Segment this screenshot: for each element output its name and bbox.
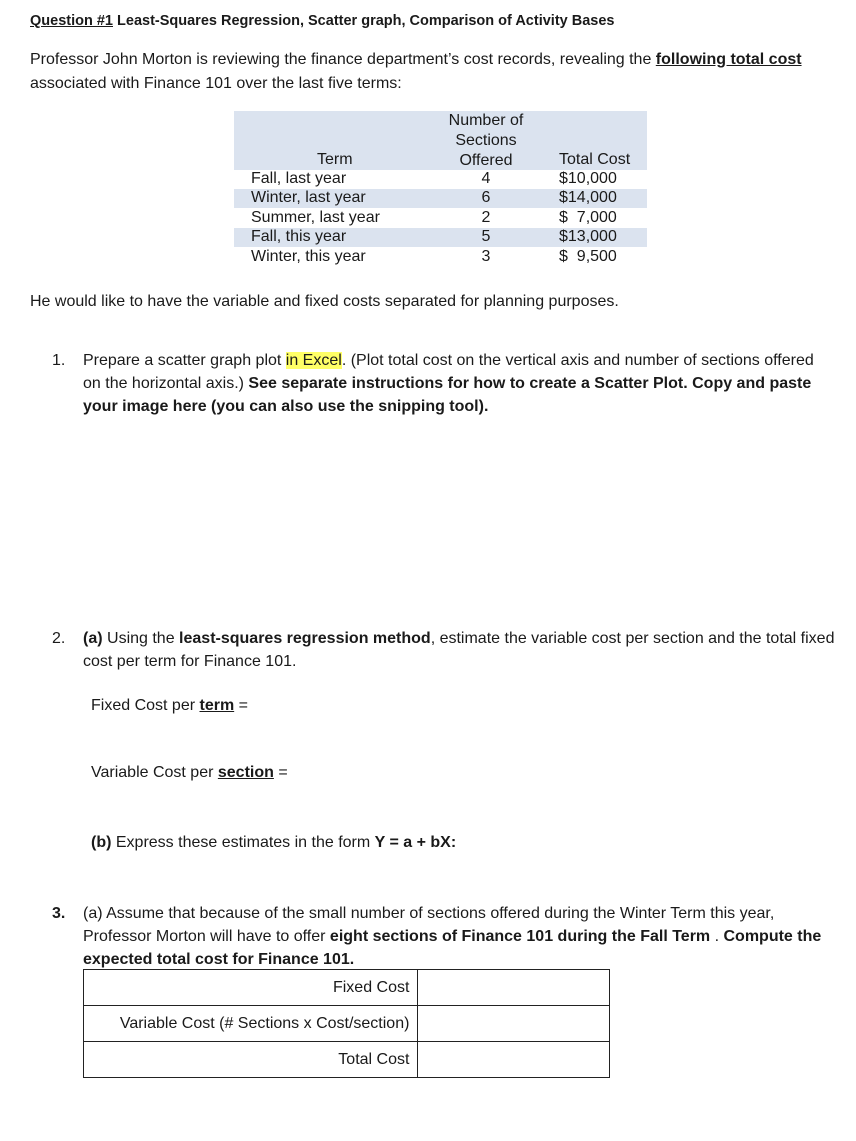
intro-emphasis: following total cost bbox=[655, 51, 802, 68]
page-title bbox=[30, 13, 614, 29]
question-title: Least-Squares Regression, Scatter graph, Comparison of Activity Bases bbox=[113, 13, 615, 29]
q2-part-b bbox=[91, 834, 456, 852]
q1-highlight: in Excel bbox=[285, 352, 342, 369]
table-row bbox=[84, 1006, 610, 1042]
q1-instructions: See separate instructions for how to create a Scatter Plot. Copy and paste your image here (you can also use the snipping tool). bbox=[83, 375, 812, 415]
table-cell-sections: 2 bbox=[481, 209, 491, 226]
table-row bbox=[84, 1042, 610, 1078]
q2-part-a-label: (a) bbox=[83, 630, 103, 647]
intro-text-end: associated with Finance 101 over the last five terms: bbox=[30, 75, 402, 92]
table-cell-term: Winter, last year bbox=[251, 189, 366, 206]
q1-text: Prepare a scatter graph plot bbox=[83, 352, 286, 369]
question-3-number: 3. bbox=[52, 905, 66, 922]
intro-paragraph bbox=[30, 48, 830, 96]
table-cell-cost: $ 7,000 bbox=[559, 209, 617, 226]
variable-cost-answer[interactable] bbox=[418, 1006, 610, 1042]
cost-records-table bbox=[234, 111, 647, 266]
total-cost-answer[interactable] bbox=[418, 1042, 610, 1078]
q1-text-cont: . (Plot total cost on the vertical axis and number of sections offered on the horizontal axis.) bbox=[83, 352, 814, 392]
fixed-cost-line bbox=[91, 697, 248, 715]
table-cell-cost: $13,000 bbox=[559, 228, 617, 245]
table-cell-term: Summer, last year bbox=[251, 209, 380, 226]
variable-cost-cell: Variable Cost (# Sections x Cost/section) bbox=[84, 1006, 418, 1042]
q3-bold-a: eight sections of Finance 101 during the Fall Term bbox=[329, 928, 711, 945]
header-sections-line2: Sections bbox=[455, 132, 517, 149]
question-3 bbox=[52, 902, 838, 971]
fixed-cost-label: Fixed Cost per bbox=[91, 697, 200, 714]
table-cell-term: Fall, last year bbox=[251, 170, 347, 187]
q3-text-cont: . bbox=[710, 928, 724, 945]
question-number: Question #1 bbox=[30, 13, 113, 29]
q2-text: Using the bbox=[102, 630, 180, 647]
purpose-paragraph: He would like to have the variable and fixed costs separated for planning purposes. bbox=[30, 293, 619, 310]
q2-formula: Y = a + bX: bbox=[374, 834, 457, 851]
variable-cost-equals: = bbox=[273, 764, 288, 781]
variable-cost-line bbox=[91, 764, 288, 782]
q2-part-b-text: Express these estimates in the form bbox=[111, 834, 375, 851]
question-2-number: 2. bbox=[52, 630, 66, 647]
table-cell-cost: $10,000 bbox=[559, 170, 617, 187]
header-sections-line3: Offered bbox=[459, 152, 513, 169]
header-sections-line1: Number of bbox=[448, 112, 524, 129]
expected-cost-table bbox=[83, 969, 610, 1078]
table-cell-term: Winter, this year bbox=[251, 248, 366, 265]
fixed-cost-answer[interactable] bbox=[418, 970, 610, 1006]
table-cell-sections: 6 bbox=[481, 189, 491, 206]
q2-method: least-squares regression method bbox=[179, 630, 431, 647]
question-2 bbox=[52, 627, 838, 673]
variable-cost-label: Variable Cost per bbox=[91, 764, 218, 781]
header-total-cost: Total Cost bbox=[559, 151, 631, 168]
table-cell-sections: 3 bbox=[481, 248, 491, 265]
total-cost-cell: Total Cost bbox=[84, 1042, 418, 1078]
q2-text-cont: , estimate the variable cost per section and the total fixed cost per term for Finance 101. bbox=[83, 630, 835, 670]
table-cell-sections: 5 bbox=[481, 228, 491, 245]
table-cell-sections: 4 bbox=[481, 170, 491, 187]
table-cell-term: Fall, this year bbox=[251, 228, 347, 245]
q2-part-b-label: (b) bbox=[91, 834, 112, 851]
question-1-number: 1. bbox=[52, 352, 66, 369]
header-sections bbox=[438, 111, 534, 171]
question-1 bbox=[52, 349, 828, 418]
fixed-cost-cell: Fixed Cost bbox=[84, 970, 418, 1006]
fixed-cost-equals: = bbox=[234, 697, 248, 714]
table-cell-cost: $ 9,500 bbox=[559, 248, 617, 265]
variable-cost-unit: section bbox=[217, 764, 274, 781]
header-term: Term bbox=[317, 151, 353, 168]
table-cell-cost: $14,000 bbox=[559, 189, 617, 206]
fixed-cost-unit: term bbox=[199, 697, 235, 714]
table-row bbox=[84, 970, 610, 1006]
q3-bold-b: Compute the expected total cost for Finance 101. bbox=[83, 928, 822, 968]
q3-text: (a) Assume that because of the small number of sections offered during the Winter Term this year, Professor Morton will have to offer bbox=[83, 905, 775, 945]
intro-text: Professor John Morton is reviewing the finance department’s cost records, revealing the bbox=[30, 51, 656, 68]
